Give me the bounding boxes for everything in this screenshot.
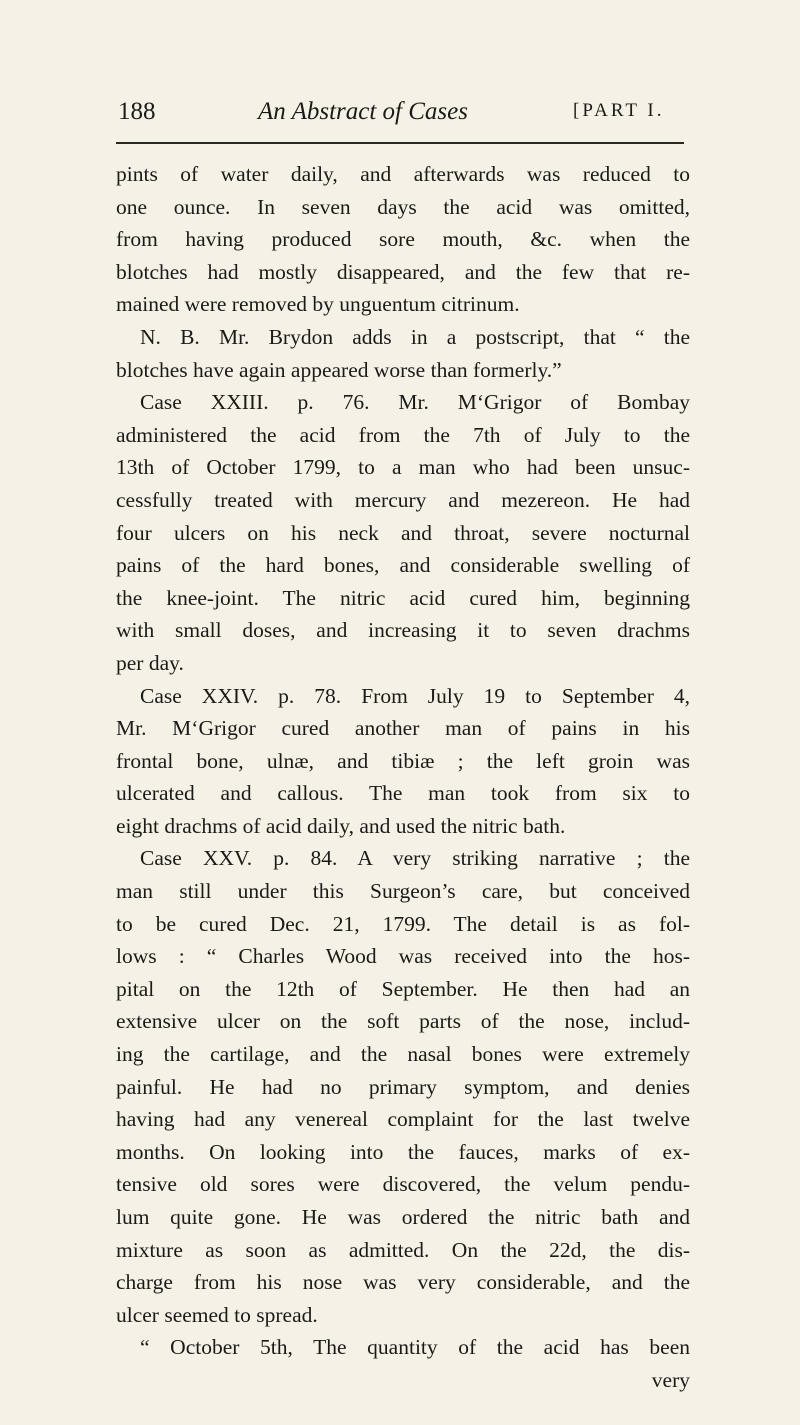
text-line: ing the cartilage, and the nasal bones were extremely <box>116 1042 690 1067</box>
text-line: per day. <box>116 650 184 675</box>
text-line: to be cured Dec. 21, 1799. The detail is as fol- <box>116 911 690 936</box>
page-number: 188 <box>118 98 156 125</box>
text-line: N. B. Mr. Brydon adds in a postscript, that “ the <box>140 324 690 349</box>
text-line: mained were removed by unguentum citrinum. <box>116 292 520 317</box>
header-rule <box>116 142 684 144</box>
text-line: administered the acid from the 7th of July to the <box>116 422 690 447</box>
text-line: from having produced sore mouth, &c. when the <box>116 227 690 252</box>
text-line: “ October 5th, The quantity of the acid has been <box>140 1335 690 1360</box>
text-line: Case XXIII. p. 76. Mr. M‘Grigor of Bombay <box>140 390 690 415</box>
text-line: painful. He had no primary symptom, and denies <box>116 1074 690 1099</box>
text-line: charge from his nose was very considerable, and the <box>116 1270 690 1295</box>
text-line: 13th of October 1799, to a man who had been unsuc- <box>116 455 690 480</box>
text-line: pital on the 12th of September. He then had an <box>116 976 690 1001</box>
text-line: blotches have again appeared worse than formerly.” <box>116 357 562 382</box>
text-line: man still under this Surgeon’s care, but conceived <box>116 879 690 904</box>
text-line: tensive old sores were discovered, the velum pendu- <box>116 1172 690 1197</box>
text-line: one ounce. In seven days the acid was omitted, <box>116 194 690 219</box>
text-line: lows : “ Charles Wood was received into the hos- <box>116 944 690 969</box>
text-line: mixture as soon as admitted. On the 22d, the dis- <box>116 1237 690 1262</box>
text-line: pints of water daily, and afterwards was reduced to <box>116 162 690 186</box>
part-label: [PART I. <box>573 100 665 121</box>
text-line: cessfully treated with mercury and mezereon. He had <box>116 487 690 512</box>
text-line: ulcer seemed to spread. <box>116 1302 318 1327</box>
text-line: eight drachms of acid daily, and used the nitric bath. <box>116 813 566 838</box>
text-line: frontal bone, ulnæ, and tibiæ ; the left groin was <box>116 748 690 773</box>
catchword: very <box>651 1367 690 1392</box>
text-line: Case XXV. p. 84. A very striking narrative ; the <box>140 846 690 871</box>
text-line: with small doses, and increasing it to seven drachms <box>116 618 690 643</box>
text-line: months. On looking into the fauces, marks of ex- <box>116 1139 690 1164</box>
text-line: extensive ulcer on the soft parts of the nose, includ- <box>116 1009 690 1034</box>
text-line: the knee-joint. The nitric acid cured him, beginning <box>116 585 690 610</box>
running-header <box>118 98 698 132</box>
text-line: ulcerated and callous. The man took from six to <box>116 781 690 806</box>
text-line: Mr. M‘Grigor cured another man of pains in his <box>116 716 690 741</box>
text-line: having had any venereal complaint for the last twelve <box>116 1107 690 1132</box>
text-line: Case XXIV. p. 78. From July 19 to September 4, <box>140 683 690 708</box>
text-line: blotches had mostly disappeared, and the few that re- <box>116 259 690 284</box>
body-text <box>116 158 690 1397</box>
text-line: lum quite gone. He was ordered the nitric bath and <box>116 1205 690 1229</box>
running-title: An Abstract of Cases <box>258 98 468 125</box>
text-line: four ulcers on his neck and throat, severe nocturnal <box>116 520 690 545</box>
text-line: pains of the hard bones, and considerable swelling of <box>116 553 690 578</box>
